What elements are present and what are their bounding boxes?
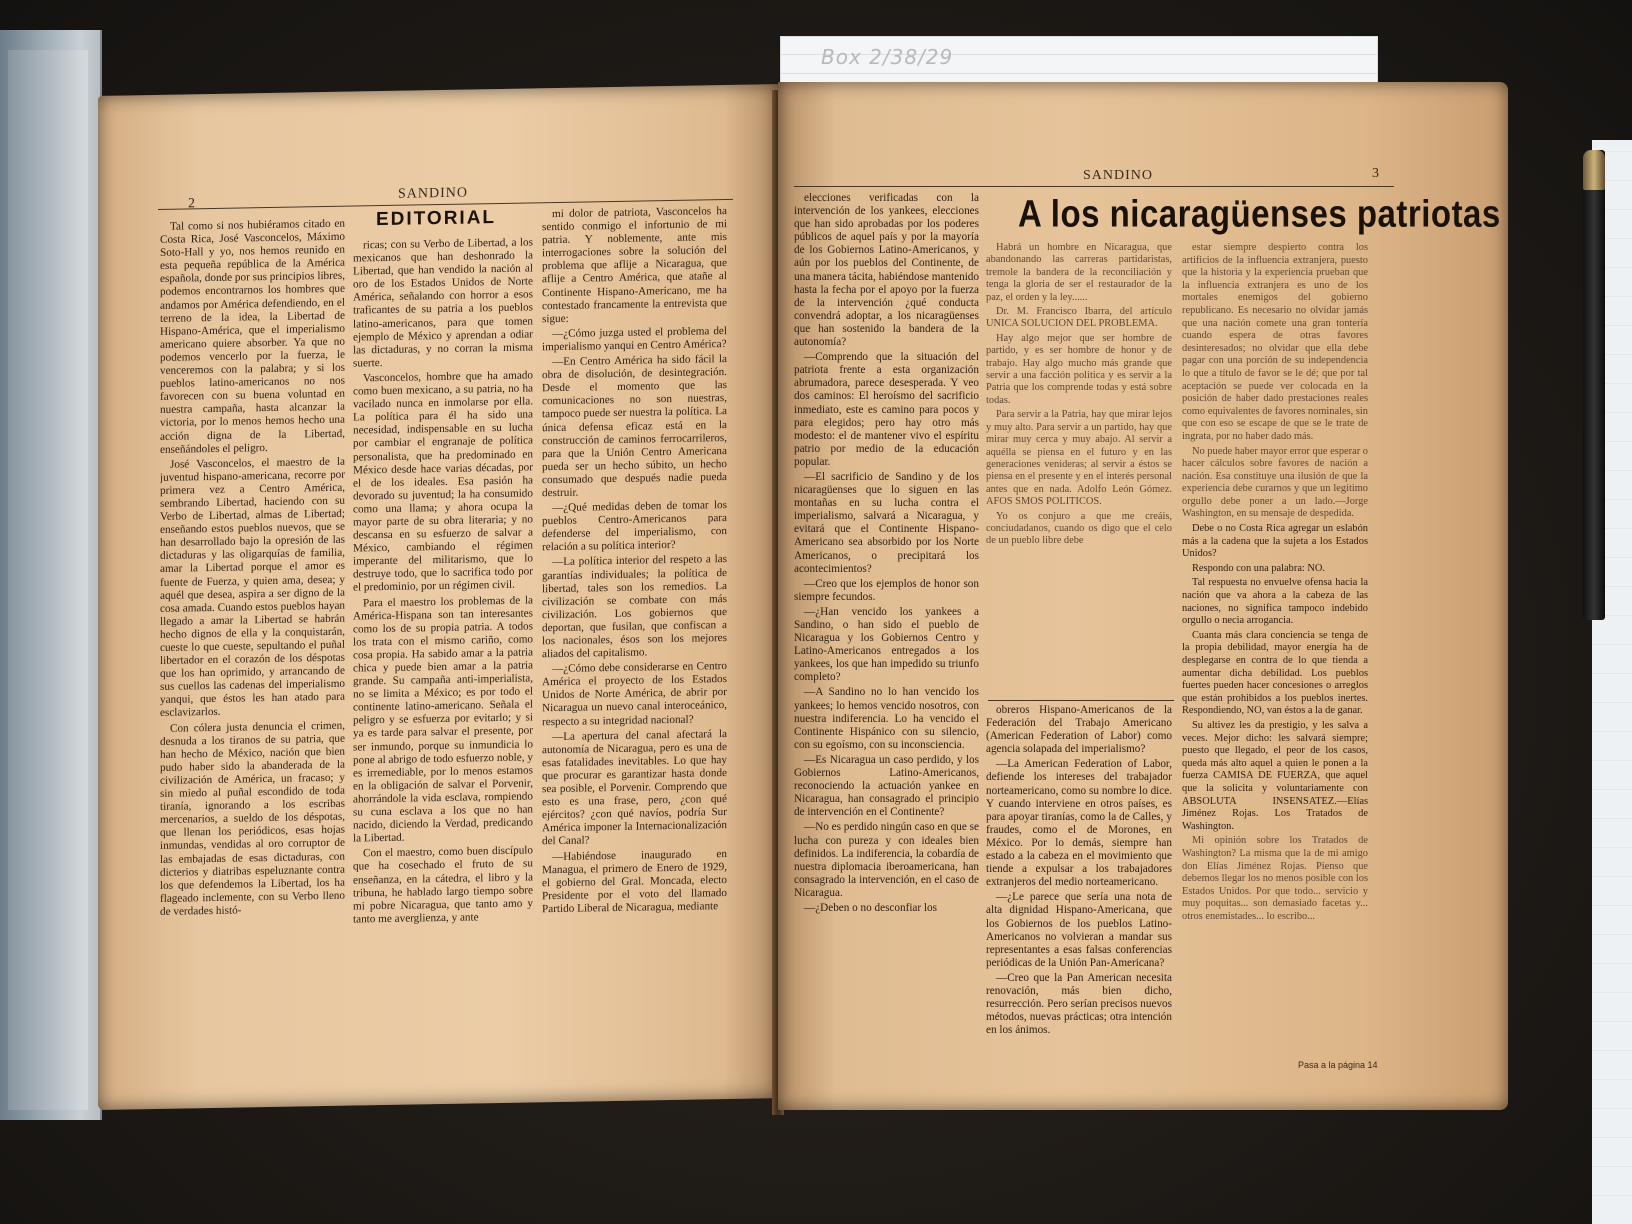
page-number: 3 xyxy=(1372,166,1379,181)
continuation-note: Pasa a la página 14 xyxy=(1298,1060,1378,1070)
quotes-column-right xyxy=(1182,242,1368,1050)
editorial-column-2 xyxy=(353,236,533,1089)
running-head: SANDINO xyxy=(1083,168,1153,183)
interview-column-2 xyxy=(986,704,1172,1050)
paragraph: —¿Deben o no desconfiar los xyxy=(804,901,937,914)
paragraph: —Creo que la Pan American necesita renovación, más bien dicho, resurrección. Pero serían precisos nuevos métodos, nuevas prácticas; otra intención en los ánimos. xyxy=(986,971,1172,1037)
quote-paragraph: Su altivez les da prestigio, y les salva a veces. Mejor dicho: les salvará siempre; puesto que llegado, el peor de los casos, queda más alto aquel a quien le ponen a la fuerza CAMISA DE FUERZA, que aquel que la solicita y voluntariamente con ABSOLUTA INSENSATEZ.—Elías Jiménez Rojas. Los Tratados de Washington. xyxy=(1182,719,1368,832)
paragraph: mi dolor de patriota, Vasconcelos ha sentido conmigo el infortunio de mi patria. Y noblemente, ante mis interrogaciones sobre la solución del problema que aflije a Nicaragua, que aflije a Centro América, que atañe al Continente Hispano-Americano, me ha contestado francamente la entrevista que sigue: xyxy=(542,205,727,325)
interview-column-1 xyxy=(794,192,979,1050)
header-rule xyxy=(794,186,1394,187)
paragraph: Para el maestro los problemas de la América-Hispana son tan interesantes como los de su propia patria. A todos los trata con el mismo cariño, como cosa propia. Ha sabido amar a la patria chica y puede bien amar a la patria grande. Su campaña anti-imperialista, no se limita a México; es por todo el continente latino-americano. Señala el peligro y se esfuerza por evitarlo; y si ya es tarde para salvar el presente, por ser inmundo, porque su inmundicia lo pone al abrigo de todo esfuerzo noble, y es irremediable, por lo menos estamos en la obligación de salvar el Porvenir, ahorrándole la vida esclava, rompiendo su cuna esclava a los que no han nacido, diciendo la Verdad, predicando la Libertad. xyxy=(353,593,533,845)
quote-attribution: Dr. M. Francisco Ibarra, del artículo UNICA SOLUCION DEL PROBLEMA. xyxy=(986,306,1172,330)
quote-paragraph: Tal respuesta no envuelve ofensa hacia la nación que va ahora a la cabeza de las naciones, no significa tampoco indebido orgullo o necia arrogancia. xyxy=(1182,577,1368,627)
paragraph: —Comprendo que la situación del patriota frente a esta organización abrumadora, parece desesperada. Y veo dos caminos: El heroísmo del sacrificio inmediato, este es camino para pocos y para elegidos; pero hay otro más modesto: el de mantener vivo el espíritu patrio por medio de la educación popular. xyxy=(794,351,979,468)
quote-paragraph: Hay algo mejor que ser hombre de partido, y es ser hombre de honor y de trabajo. Hay algo mucho más grande que servir a una facción política y es servir a la Patria que los comprende todas y está sobre todas. xyxy=(986,332,1172,406)
running-head: SANDINO xyxy=(398,185,468,202)
quote-paragraph: Para servir a la Patria, hay que mirar lejos y muy alto. Para servir a un partido, hay que mirar muy cerca y muy abajo. Al servir a aquélla se piensa en el futuro y en las generaciones venideras; al servir a éstos se piensa en el presente y en el interés personal antes que en nada. Adolfo León Gómez. AFOS SMOS POLITICOS. xyxy=(986,409,1172,508)
paragraph: elecciones verificadas con la intervención de los yankees, elecciones que han sido aprobadas por los poderes públicos de aquel país y por la mayoría de los Gobiernos Latino-Americanos, y aún por los pueblos del Continente, de una manera tácita, habiéndose mantenido hasta la fecha por el apoyo por la fuerza de la intervención ¿qué conducta convendrá adoptar, a los nicaragüenses que han sostenido la bandera de la autonomía? xyxy=(794,192,979,349)
newspaper-page-right xyxy=(778,82,1508,1110)
paragraph: —¿Han vencido los yankees a Sandino, o han sido el pueblo de Nicaragua y los Gobiernos Centro y Latino-Americanos entregados a los yankees, los que han impedido su triunfo completo? xyxy=(794,605,979,684)
newspaper-page-left xyxy=(98,84,778,1110)
paragraph: —El sacrificio de Sandino y de los nicaragüenses que lo siguen en las montañas en su lucha contra el imperialismo, salvará a Nicaragua, y evitará que el Continente Hispano-Americano sea absorbido por los Norte Americanos, o precipitará los acontecimientos? xyxy=(794,470,979,575)
quotes-column xyxy=(986,242,1172,697)
quote-paragraph: Habrá un hombre en Nicaragua, que abandonando las carreras partidaristas, tremole la bandera de la reconciliación y tenga la gloria de ser el restaurador de la paz, el orden y la ley...... xyxy=(986,242,1172,303)
index-card-handwriting: Box 2/38/29 xyxy=(821,45,954,69)
paragraph: —Habiéndose inaugurado en Managua, el primero de Enero de 1929, el gobierno del Gral. Moncada, electo Presidente por el voto del llamado Partido Liberal de Nicaragua, mediante xyxy=(542,847,727,916)
paragraph: obreros Hispano-Americanos de la Federación del Trabajo Americano (American Federation of Labor) como agencia solapada del imperialismo? xyxy=(986,704,1172,756)
column-rule xyxy=(988,700,1174,701)
quote-paragraph: Yo os conjuro a que me creáis, conciudadanos, cuando os digo que el celo de un pueblo libre debe xyxy=(986,510,1172,547)
paragraph: —En Centro América ha sido fácil la obra de disolución, de desintegración. Desde el momento que las comunicaciones no son nuestras, tampoco puede ser nuestra la política. La única defensa eficaz está en la construcción de caminos ferrocarrileros, para que la Unión Centro Americana pueda ser un hecho súbito, un hecho consumado que después nadie pueda destruir. xyxy=(542,353,727,500)
paragraph: —¿Qué medidas deben de tomar los pueblos Centro-Americanos para defenderse del imperialismo, con relación a su política interior? xyxy=(542,499,727,554)
paragraph: —¿Le parece que sería una nota de alta dignidad Hispano-Americana, que los Gobiernos de los pueblos Latino-Americanos no volvieran a mandar sus representantes a esas falsas conferencias periódicas de la Unión Pan-Americana? xyxy=(986,891,1172,969)
quote-paragraph: Respondo con una palabra: NO. xyxy=(1192,562,1326,574)
page-number: 2 xyxy=(188,196,195,212)
pencil xyxy=(1583,150,1605,620)
paragraph: —No es perdido ningún caso en que se lucha con pureza y con ideales bien definidos. La indiferencia, la cobardía de nuestra diplomacia iberoamericana, han consagrado la intervención, en el caso de Nicaragua. xyxy=(794,821,979,899)
article-headline: A los nicaragüenses patriotas xyxy=(1018,192,1501,235)
paragraph: Tal como si nos hubiéramos citado en Costa Rica, José Vasconcelos, Máximo Soto-Hall y yo, nos hemos reunido en esta pequeña república de la América española, donde por sus principios libres, podemos encontrarnos los hombres que andamos por América defendiendo, en el terreno de la idea, la Libertad de Hispano-América, que el imperialismo americano quiere absorber. Ya que no podemos vencerlo por la fuerza, le venceremos con la palabra; y si los pueblos latino-americanos no nos favorecen con su buena voluntad en nuestra campaña, hasta alcanzar la victoria, por lo menos hemos hecho una acción digna de la Libertad, enseñándoles el peligro. xyxy=(160,217,345,456)
folder-sheet xyxy=(8,50,88,1110)
paragraph: Con el maestro, como buen discípulo que ha cosechado el fruto de su enseñanza, en la cátedra, el libro y la tribuna, he hablado largo tiempo sobre mi pobre Nicaragua, que tanto amo y tanto me averglienza, y ante xyxy=(353,844,533,926)
paragraph: —¿Cómo juzga usted el problema del imperialismo yanqui en Centro América? xyxy=(542,324,727,354)
paragraph: Con cólera justa denuncia el crimen, desnuda a los tiranos de su patria, que han hecho de México, nación que bien pudo haber sido la abanderada de la civilización de América, un fracaso; y sin miedo al puñal escondido de toda tiranía, ignorando a los escribas mercenarios, a sueldo de los déspotas, que llenan los periódicos, esas hojas inmundas, vendidas al oro corruptor de las embajadas de esas dictaduras, con dicterios y diatribas espeluznante contra los que defendemos la Libertad, los ha flageado inclemente, con su Verbo lleno de verdades histó- xyxy=(160,719,345,918)
archive-folder xyxy=(0,30,102,1120)
paragraph: —Creo que los ejemplos de honor son siempre fecundos. xyxy=(794,577,979,603)
editorial-column-3 xyxy=(542,205,727,1088)
quote-paragraph: Mi opinión sobre los Tratados de Washington? La misma que la de mi amigo don Elías Jiménez Rojas. Pienso que debemos llegar los no menos posible con los Estados Unidos. Por que todo... servicio y muy poquitas... son demasiado facetas y... otros enemistades... lo escribo... xyxy=(1182,835,1368,922)
paragraph: Vasconcelos, hombre que ha amado como buen mexicano, a su patria, no ha vacilado nunca en inmolarse por ella. La política para él ha sido una necesidad, indispensable en su lucha por cambiar el engranaje de política personalista, que ha predominado en México desde hace varias décadas, por el de los ideales. Esa pasión ha devorado su juventud; la ha consumido como una llama; y ahora ocupa la mayor parte de su obra literaria; y no descansa en su esfuerzo de salvar a México, cambiando el régimen imperante del militarismo, que lo destruye todo, que lo sacrifica todo por el predominio, por un régimen civil. xyxy=(353,369,533,594)
paragraph: —Es Nicaragua un caso perdido, y los Gobiernos Latino-Americanos, reconociendo la actuación yankee en Nicaragua, han consagrado el principio de intervención en el Continente? xyxy=(794,753,979,819)
paragraph: —La American Federation of Labor, defiende los intereses del trabajador norteamericano, como su nombre lo dice. Y cuando interviene en otros países, es para apoyar tiranías, como la de Calles, y fraudes, como el de Morones, en México. Por lo demás, siempre han estado a la cabeza en el movimiento que tiende a expulsar a los trabajadores extranjeros del medio norteamericano. xyxy=(986,758,1172,889)
quote-paragraph: No puede haber mayor error que esperar o hacer cálculos sobre favores de nación a nación. Esa constituye una ilusión de que la experiencia debe curarnos y que un legítimo orgullo debe poner a un lado.—Jorge Washington, en su mensaje de despedida. xyxy=(1182,445,1368,520)
paragraph: —A Sandino no lo han vencido los yankees; lo hemos vencido nosotros, con nuestra indiferencia. Lo ha vencido el Continente Hispánico con su silencio, con su egoísmo, con su inconsciencia. xyxy=(794,686,979,751)
quote-paragraph: Cuanta más clara conciencia se tenga de la propia debilidad, mayor energía ha de desplegarse en contra de lo que tienda a aumentar dicha debilidad. Los pueblos fuertes pueden hacer concesiones o arreglos que están prohibidos a los pueblos inertes. Respondiendo, NO, van éstos a la de ganar. xyxy=(1182,629,1368,717)
paragraph: ricas; con su Verbo de Libertad, a los mexicanos que han deshonrado la Libertad, que han vendido la nación al oro de los Estados Unidos de Norte América, señalando con horror a esos traficantes de su patria a los pueblos latino-americanos, para que tomen ejemplo de México y aprendan a odiar las dictaduras, y no corran la misma suerte. xyxy=(353,236,533,370)
editorial-title: EDITORIAL xyxy=(376,207,497,231)
quote-paragraph: estar siempre despierto contra los artificios de la influencia extranjera, puesto que la historia y la experiencia prueban que la influencia extranjera es uno de los mortales enemigos del gobierno republicano. Es necesario no olvidar jamás que una nación comete una gran tontería cuando espera de otras favores desinteresados; no olvidar que ella debe pagar con una porción de su independencia lo que a título de favor se le dé; que por tal aceptación se puede ver colocada en la posición de haber dado prestaciones reales como equivalentes de favores nominales, sin que con eso se escape de que se le trate de ingrata, por no haber dado más. xyxy=(1182,242,1368,442)
paragraph: —La apertura del canal afectará la autonomía de Nicaragua, pero es una de esas fatalidades inevitables. Lo que hay que procurar es garantizar hasta donde sea posible, el Porvenir. Comprendo que esto es una frase, pero, ¿con qué ejércitos? ¿con qué navíos, podría Sur América imponer la Internacionalización del Canal? xyxy=(542,727,727,848)
paragraph: —¿Cómo debe considerarse en Centro América el proyecto de los Estados Unidos de Norte América, de abrir por Nicaragua un nuevo canal interoceánico, respecto a su integridad nacional? xyxy=(542,660,727,728)
paragraph: —La política interior del respeto a las garantías individuales; la política de libertad, tales son los remedios. La civilización se combate con más civilización. Los gobiernos que deportan, que fusilan, que confiscan a los nacionales, ésos son los mejores aliados del capitalismo. xyxy=(542,553,727,661)
editorial-column-1 xyxy=(160,218,345,1093)
pencil-tip xyxy=(1583,150,1605,190)
quote-paragraph: Debe o no Costa Rica agregar un eslabón más a la cadena que la sujeta a los Estados Unidos? xyxy=(1182,523,1368,560)
paragraph: José Vasconcelos, el maestro de la juventud hispano-americana, recorre por primera vez a Centro América, sembrando Libertad, haciendo con su Verbo de Libertad, almas de Libertad; enseñando estos pueblos nuevos, que se han desarrollado bajo la opresión de las dictaduras y las oligarquías de familia, amar la Libertad porque el amor es fuente de Fuerza, y quien ama, desea; y aquél que desea, aspira a ser digno de la cosa amada. Cuando estos pueblos hayan llegado a amar la Libertad se habrán hecho dignos de ella y la conquistarán, cueste lo que cueste, sepultando el puñal libertador en el corazón de los déspotas que los han oprimido, y arrancando de sus cuellos las cadenas del imperialismo yanqui, que éstos les han atado para esclavizarlos. xyxy=(160,455,345,720)
